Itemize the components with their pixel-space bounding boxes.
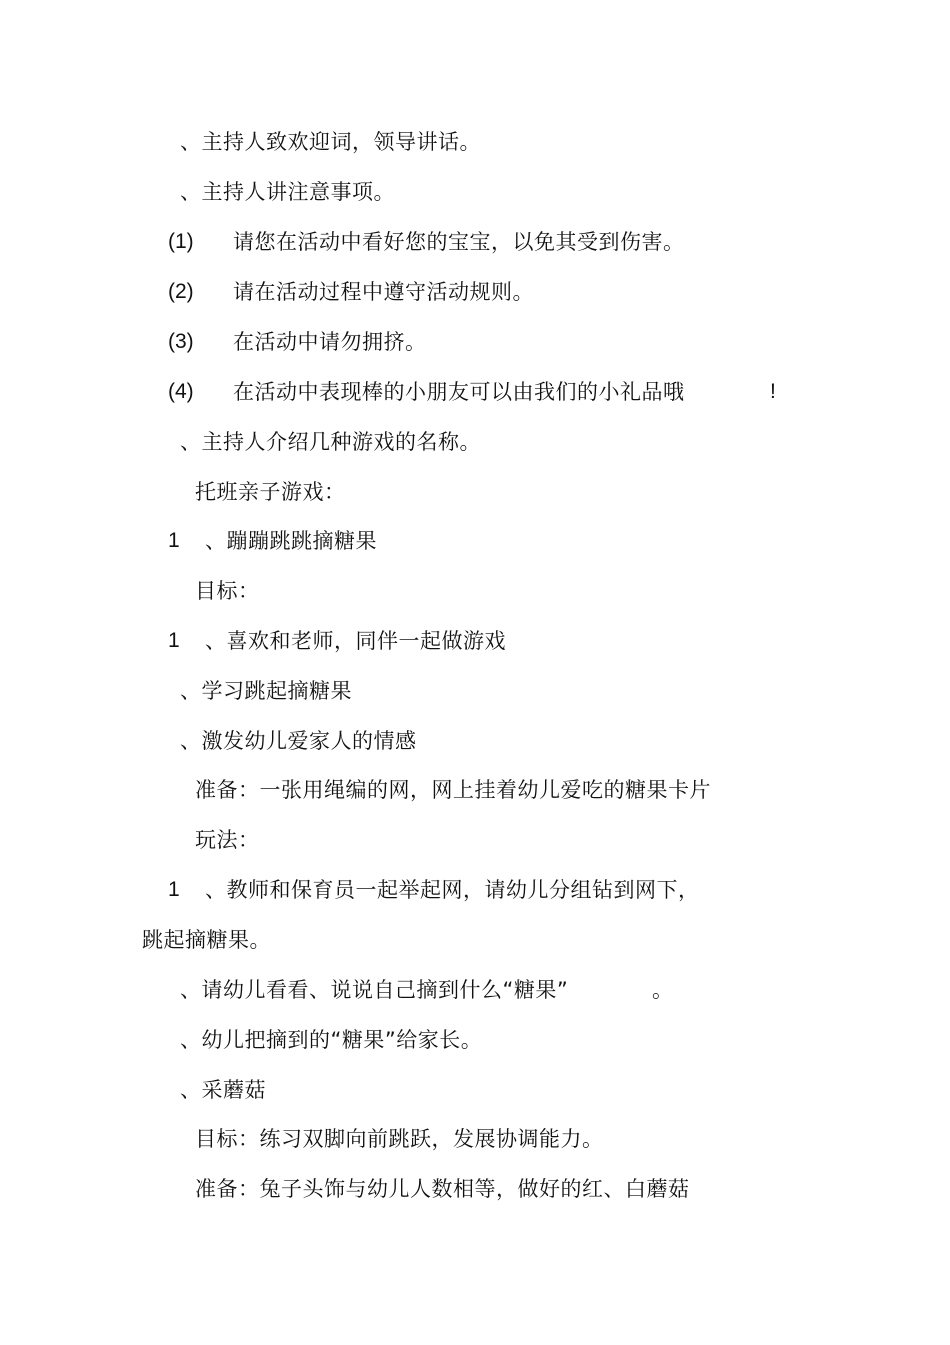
note-item-4: 在活动中表现棒的小朋友可以由我们的小礼品哦 [233, 380, 685, 404]
item-number-2: (2) [168, 280, 194, 303]
game-title-candy: 、蹦蹦跳跳摘糖果 [205, 529, 377, 553]
item-number-1: (1) [168, 230, 194, 253]
goal-label: 目标： [195, 579, 260, 603]
goal-number-1: 1 [168, 629, 180, 652]
step-item-1-continued: 跳起摘糖果。 [142, 928, 271, 952]
goal-item-1: 、喜欢和老师，同伴一起做游戏 [205, 629, 506, 653]
line-host-welcome: 、主持人致欢迎词，领导讲话。 [180, 130, 481, 154]
item-number-3: (3) [168, 330, 194, 353]
goal-item-3: 、激发幼儿爱家人的情感 [180, 729, 417, 753]
preparation-line: 准备：一张用绳编的网，网上挂着幼儿爱吃的糖果卡片 [195, 778, 711, 802]
game-title-mushroom: 、采蘑菇 [180, 1078, 266, 1102]
step-number-1: 1 [168, 878, 180, 901]
note-item-2: 请在活动过程中遵守活动规则。 [233, 280, 534, 304]
note-item-4-exclamation: ! [770, 380, 776, 403]
goal-item-2: 、学习跳起摘糖果 [180, 679, 352, 703]
step-item-3: 、幼儿把摘到的“糖果”给家长。 [180, 1028, 483, 1052]
game-number-1: 1 [168, 529, 180, 552]
mushroom-preparation: 准备：兔子头饰与幼儿人数相等，做好的红、白蘑菇 [195, 1177, 690, 1201]
line-host-games: 、主持人介绍几种游戏的名称。 [180, 430, 481, 454]
note-item-1: 请您在活动中看好您的宝宝，以免其受到伤害。 [233, 230, 685, 254]
step-item-2-period: 。 [652, 978, 674, 1002]
section-heading-toddler-games: 托班亲子游戏： [195, 480, 346, 504]
play-method-label: 玩法： [195, 828, 260, 852]
line-host-notes: 、主持人讲注意事项。 [180, 180, 395, 204]
step-item-2: 、请幼儿看看、说说自己摘到什么“糖果” [180, 978, 569, 1002]
note-item-3: 在活动中请勿拥挤。 [233, 330, 427, 354]
mushroom-goal: 目标：练习双脚向前跳跃，发展协调能力。 [195, 1127, 604, 1151]
step-item-1: 、教师和保育员一起举起网，请幼儿分组钻到网下， [205, 878, 700, 902]
item-number-4: (4) [168, 380, 194, 403]
